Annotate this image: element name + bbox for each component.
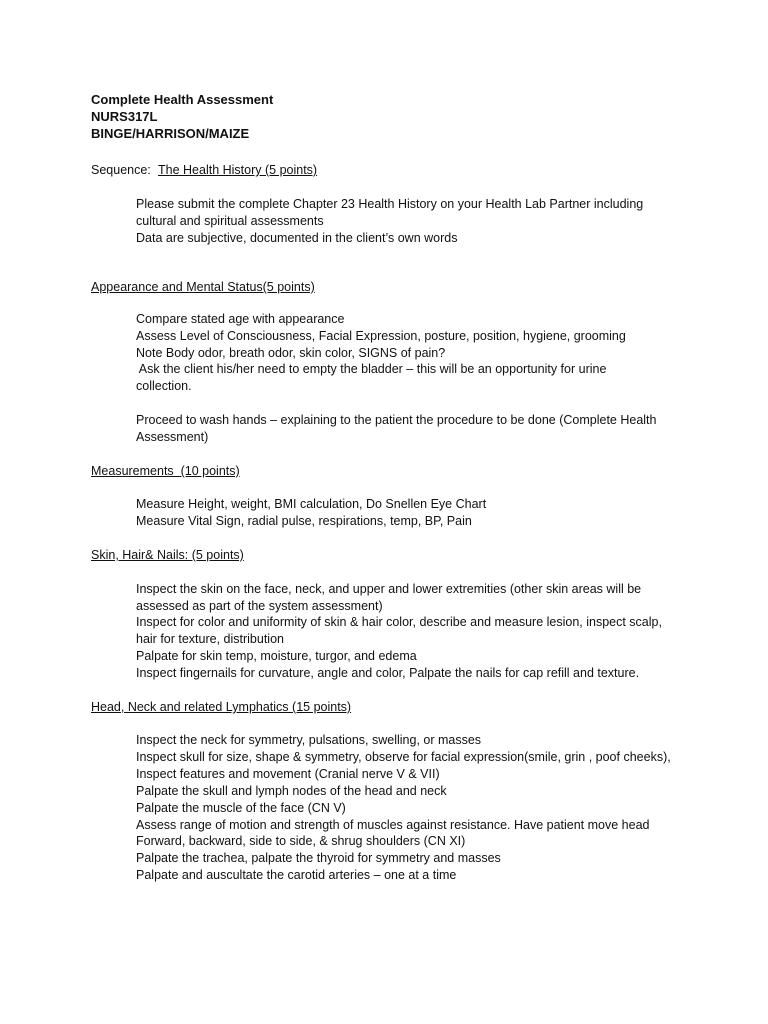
section-title-appearance: Appearance and Mental Status(5 points) (91, 280, 315, 294)
list-item: hair for texture, distribution (136, 632, 284, 646)
header-title: Complete Health Assessment (91, 92, 274, 107)
list-item: Palpate the trachea, palpate the thyroid for symmetry and masses (136, 851, 501, 865)
list-item: Palpate the muscle of the face (CN V) (136, 801, 346, 815)
list-item: collection. (136, 379, 192, 393)
list-item: Inspect for color and uniformity of skin & hair color, describe and measure lesion, inspect scalp, (136, 615, 662, 629)
list-item: Inspect fingernails for curvature, angle and color, Palpate the nails for cap refill and texture. (136, 666, 640, 680)
list-item: Inspect the neck for symmetry, pulsations, swelling, or masses (136, 733, 482, 747)
list-item: Palpate the skull and lymph nodes of the head and neck (136, 784, 447, 798)
list-item: cultural and spiritual assessments (136, 214, 324, 228)
list-item: Data are subjective, documented in the client’s own words (136, 231, 458, 245)
list-item: Palpate and auscultate the carotid arteries – one at a time (136, 868, 457, 882)
list-item: Inspect the skin on the face, neck, and upper and lower extremities (other skin areas will be (136, 582, 642, 596)
document-header (91, 91, 273, 142)
header-course: NURS317L (91, 109, 158, 124)
list-item: Compare stated age with appearance (136, 312, 345, 326)
section-title-skin: Skin, Hair& Nails: (5 points) (91, 548, 244, 562)
list-item: Assessment) (136, 430, 209, 444)
section-title-head-neck: Head, Neck and related Lymphatics (15 points) (91, 700, 352, 714)
list-item: Forward, backward, side to side, & shrug shoulders (CN XI) (136, 834, 466, 848)
list-item: Palpate for skin temp, moisture, turgor, and edema (136, 649, 417, 663)
list-item: Note Body odor, breath odor, skin color, SIGNS of pain? (136, 346, 446, 360)
list-item: assessed as part of the system assessment) (136, 599, 383, 613)
list-item: Assess Level of Consciousness, Facial Expression, posture, position, hygiene, grooming (136, 329, 626, 343)
list-item: Inspect features and movement (Cranial nerve V & VII) (136, 767, 440, 781)
section-title-measurements: Measurements (10 points) (91, 464, 240, 478)
list-item: Assess range of motion and strength of muscles against resistance. Have patient move head (136, 818, 650, 832)
list-item: Proceed to wash hands – explaining to the patient the procedure to be done (Complete Health (136, 413, 657, 427)
list-item: Please submit the complete Chapter 23 Health History on your Health Lab Partner including (136, 197, 644, 211)
list-item: Measure Height, weight, BMI calculation, Do Snellen Eye Chart (136, 497, 487, 511)
list-item: Ask the client his/her need to empty the bladder – this will be an opportunity for urine (136, 362, 607, 376)
list-item: Inspect skull for size, shape & symmetry, observe for facial expression(smile, grin , poof cheeks), (136, 750, 671, 764)
list-item: Measure Vital Sign, radial pulse, respirations, temp, BP, Pain (136, 514, 472, 528)
header-instructors: BINGE/HARRISON/MAIZE (91, 126, 250, 141)
section-title-health-history: The Health History (5 points) (158, 163, 318, 177)
sequence-label: Sequence: (91, 163, 151, 177)
